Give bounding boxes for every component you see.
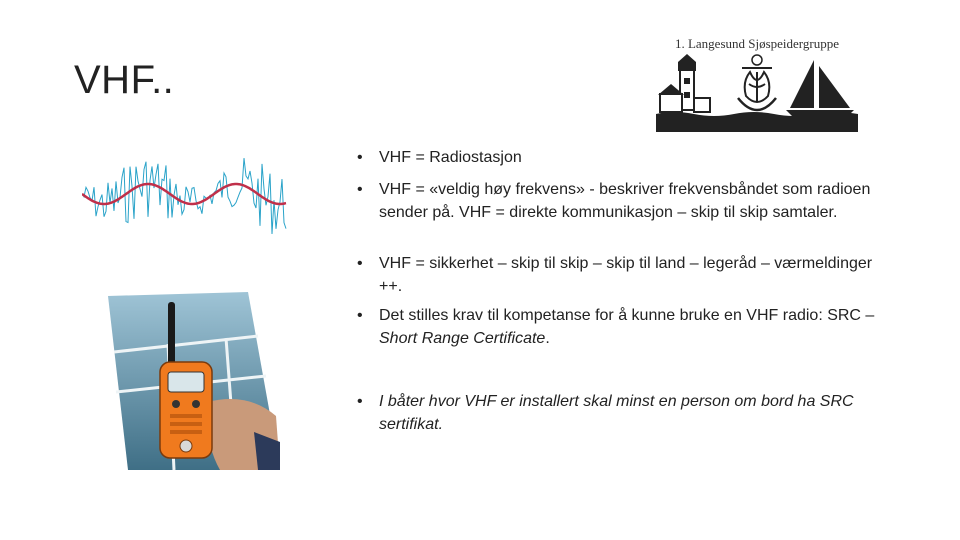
bullet-item-safety <box>357 252 899 298</box>
radio-wave-illustration <box>82 152 288 236</box>
bullet-dot: • <box>357 255 363 272</box>
scout-group-logo <box>654 36 860 134</box>
bullet-item-frequency <box>357 178 899 224</box>
bullet-item-certificate <box>357 390 899 436</box>
logo-text: 1. Langesund Sjøspeidergruppe <box>674 36 840 51</box>
bullet-text: I båter hvor VHF er installert skal minst en person om bord ha SRC sertifikat. <box>379 393 854 433</box>
bullet-dot: • <box>357 181 363 198</box>
handheld-vhf-radio-photo <box>108 292 280 470</box>
bullet-text: VHF = Radiostasjon <box>379 149 522 166</box>
bullet-text: VHF = «veldig høy frekvens» - beskriver frekvensbåndet som radioen sender på. VHF = direkte kommunikasjon – skip til skip samtaler. <box>379 181 871 221</box>
bullet-text-a: Det stilles krav til kompetanse for å kunne bruke en VHF radio: SRC – <box>379 307 875 324</box>
bullet-text-italic: Short Range Certificate <box>379 330 546 347</box>
bullet-dot: • <box>357 149 363 166</box>
scout-lighthouse-sailboat-icon <box>654 52 860 134</box>
bullet-text-c: . <box>545 330 550 347</box>
bullet-text: VHF = sikkerhet – skip til skip – skip til land – legeråd – værmeldinger ++. <box>379 255 873 295</box>
slide-title: VHF.. <box>74 58 175 102</box>
bullet-item-competence <box>357 304 899 350</box>
wave-blue-line <box>82 158 286 234</box>
bullet-dot: • <box>357 307 363 324</box>
bullet-item-radiostasjon <box>357 146 899 169</box>
bullet-dot: • <box>357 393 363 410</box>
